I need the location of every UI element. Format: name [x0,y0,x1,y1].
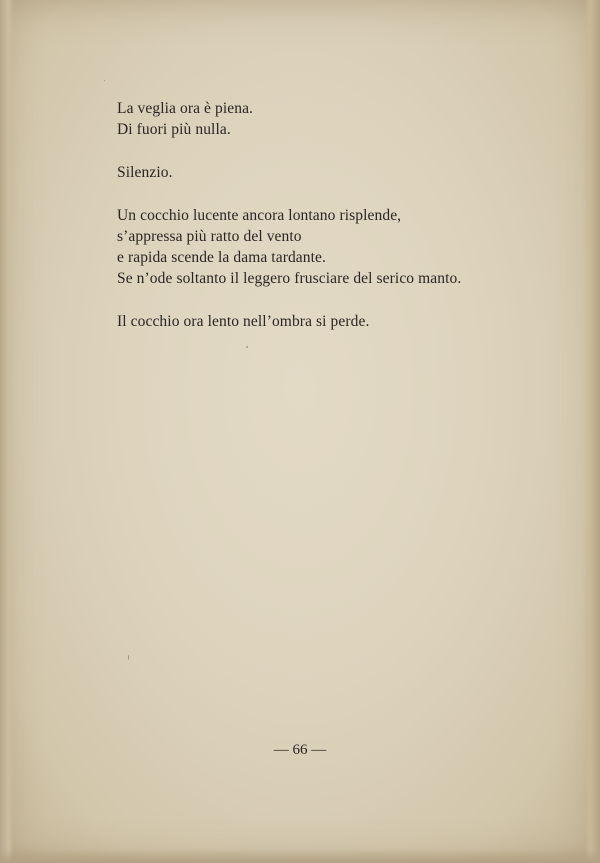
stanza-3 [117,205,537,289]
paper-speck [246,346,248,348]
page-left-edge [0,0,14,863]
poem-line: Un cocchio lucente ancora lontano risplende, [117,207,402,224]
paper-speck [104,80,105,81]
poem-text [117,98,537,354]
poem-line: Il cocchio ora lento nell’ombra si perde. [117,313,370,330]
stanza-1 [117,98,537,140]
poem-line: La veglia ora è piena. [117,100,254,117]
poem-line: s’appressa più ratto del vento [117,228,302,245]
poem-line: Silenzio. [117,164,173,181]
page-bottom-edge [0,849,600,863]
page-number: — 66 — [273,742,327,758]
stanza-2 [117,162,537,183]
paper-speck [128,655,129,660]
page-right-edge [584,0,600,863]
stanza-4 [117,311,537,332]
poem-line: Di fuori più nulla. [117,121,231,138]
poem-line: Se n’ode soltanto il leggero frusciare del serico manto. [117,270,462,287]
poem-line: e rapida scende la dama tardante. [117,249,326,266]
